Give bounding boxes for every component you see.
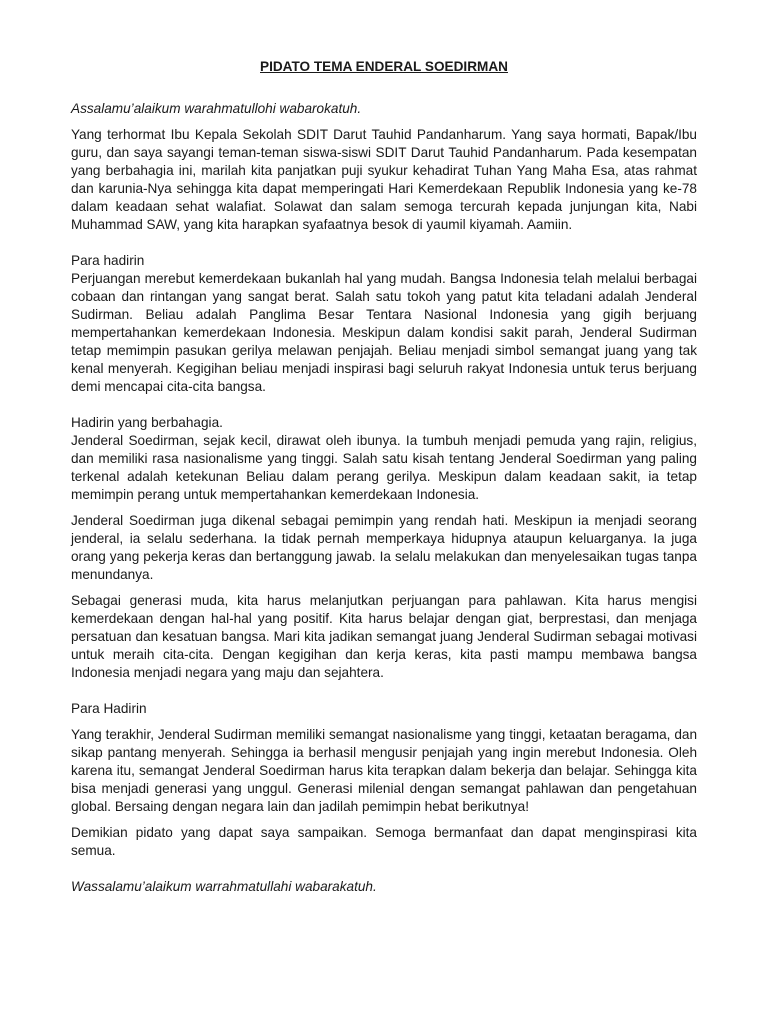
body-paragraph-5: Yang terakhir, Jenderal Sudirman memiliki semangat nasionalisme yang tinggi, ketaatan beragama, dan sikap pantang menyerah. Sehingga ia berhasil mengusir penjajah yang ingin merebut Indonesia. Oleh karena itu, semangat Jenderal Soedirman harus kita terapkan dalam bekerja dan belajar. Sehingga kita bisa menjadi generasi yang unggul. Generasi milenial dengan semangat pahlawan dan pengetahuan global. Bersaing dengan negara lain dan jadilah pemimpin hebat berikutnya! — [71, 727, 697, 814]
address-para-hadirin: Para hadirin — [71, 253, 145, 268]
address-hadirin-berbahagia: Hadirin yang berbahagia. — [71, 415, 223, 430]
body-paragraph-1: Perjuangan merebut kemerdekaan bukanlah hal yang mudah. Bangsa Indonesia telah melalui berbagai cobaan dan rintangan yang sangat berat. Salah satu tokoh yang patut kita teladani adalah Jenderal Sudirman. Beliau adalah Panglima Besar Tentara Nasional Indonesia yang gigih berjuang mempertahankan kemerdekaan Indonesia. Meskipun dalam kondisi sakit parah, Jenderal Sudirman tetap memimpin pasukan gerilya melawan penjajah. Beliau menjadi simbol semangat juang yang tak kenal menyerah. Kegigihan beliau menjadi inspirasi bagi seluruh rakyat Indonesia untuk terus berjuang demi mencapai cita-cita bangsa. — [71, 271, 697, 394]
body-paragraph-2: Jenderal Soedirman, sejak kecil, dirawat oleh ibunya. Ia tumbuh menjadi pemuda yang rajin, religius, dan memiliki rasa nasionalisme yang tinggi. Salah satu kisah tentang Jenderal Soedirman yang paling terkenal adalah ketekunan Beliau dalam perang gerilya. Meskipun dalam keadaan sakit, ia tetap memimpin perang untuk mempertahankan kemerdekaan Indonesia. — [71, 433, 697, 502]
closing-greeting: Wassalamu’alaikum warrahmatullahi wabarakatuh. — [71, 879, 377, 894]
closing-paragraph: Demikian pidato yang dapat saya sampaikan. Semoga bermanfaat dan dapat menginspirasi kita semua. — [71, 825, 697, 858]
opening-paragraph: Yang terhormat Ibu Kepala Sekolah SDIT Darut Tauhid Pandanharum. Yang saya hormati, Bapak/Ibu guru, dan saya sayangi teman-teman siswa-siswi SDIT Darut Tauhid Pandanharum. Pada kesempatan yang berbahagia ini, marilah kita panjatkan puji syukur kehadirat Tuhan Yang Maha Esa, atas rahmat dan karunia-Nya sehingga kita dapat memperingati Hari Kemerdekaan Republik Indonesia yang ke-78 dalam keadaan sehat walafiat. Solawat dan salam semoga tercurah kepada junjungan kita, Nabi Muhammad SAW, yang kita harapkan syafaatnya besok di yaumil kiyamah. Aamiin. — [71, 127, 697, 232]
document-title: PIDATO TEMA ENDERAL SOEDIRMAN — [260, 59, 508, 74]
address-para-hadirin-2: Para Hadirin — [71, 701, 147, 716]
opening-greeting: Assalamu’alaikum warahmatullohi wabarokatuh. — [71, 101, 362, 116]
body-paragraph-3: Jenderal Soedirman juga dikenal sebagai pemimpin yang rendah hati. Meskipun ia menjadi seorang jenderal, ia selalu sederhana. Ia tidak pernah memperkaya hidupnya ataupun keluarganya. Ia juga orang yang pekerja keras dan bertanggung jawab. Ia selalu melakukan dan menyelesaikan tugas tanpa menundanya. — [71, 513, 697, 582]
document-page — [71, 58, 697, 896]
body-paragraph-4: Sebagai generasi muda, kita harus melanjutkan perjuangan para pahlawan. Kita harus mengisi kemerdekaan dengan hal-hal yang positif. Kita harus belajar dengan giat, berprestasi, dan menjaga persatuan dan kesatuan bangsa. Mari kita jadikan semangat juang Jenderal Sudirman sebagai motivasi untuk meraih cita-cita. Dengan kegigihan dan kerja keras, kita pasti mampu membawa bangsa Indonesia menjadi negara yang maju dan sejahtera. — [71, 593, 697, 680]
